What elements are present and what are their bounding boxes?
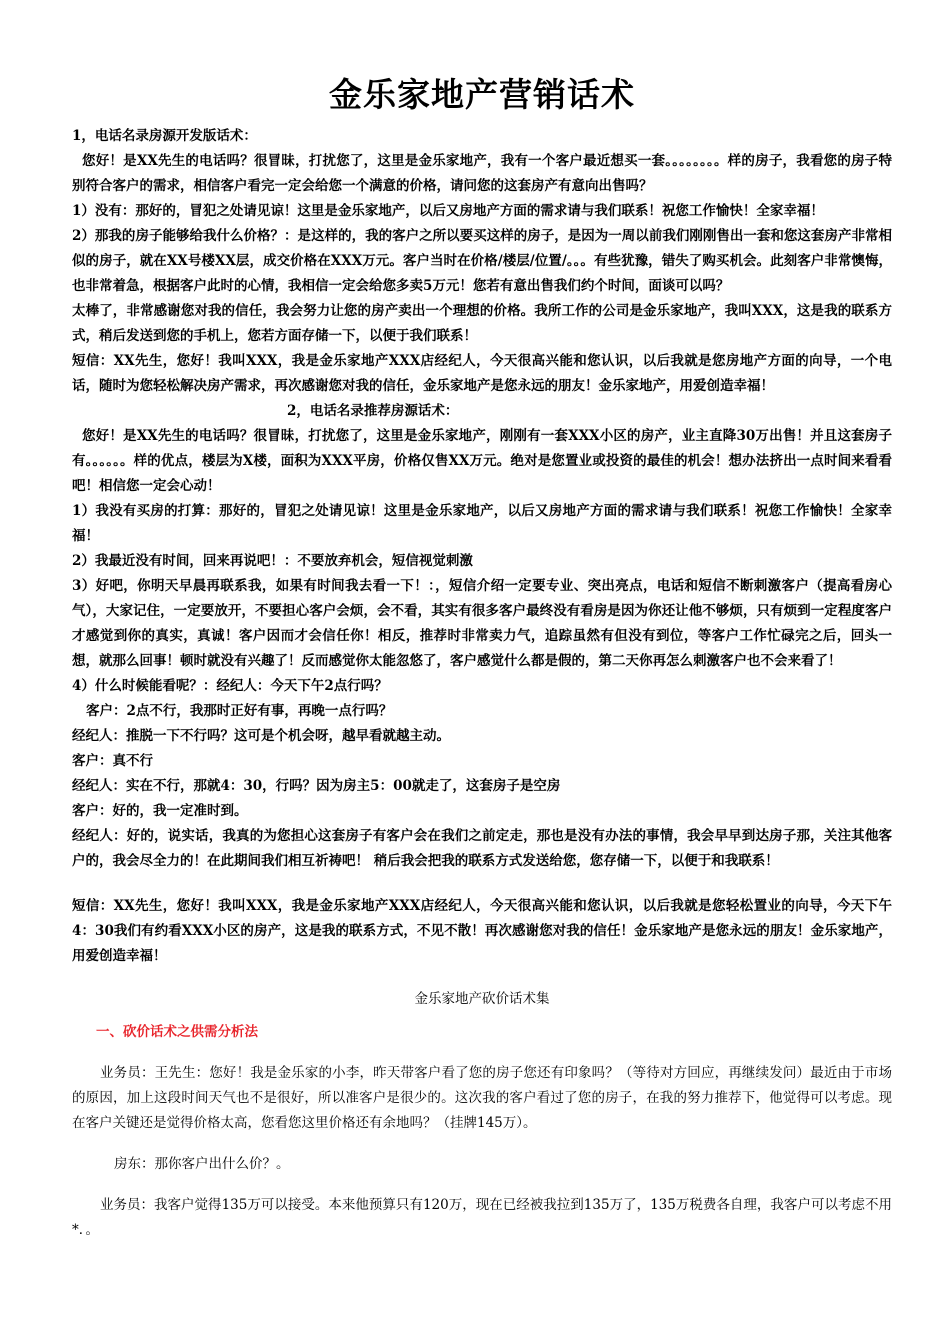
paragraph: 短信：XX先生，您好！我叫XXX，我是金乐家地产XXX店经纪人，今天很高兴能和您认识，以后我就是您轻松置业的向导，今天下午4：30我们有约看XXX小区的房产，这是我的联系方式，不见不散！再次感谢您对我的信任！金乐家地产是您永远的朋友！金乐家地产，用爱创造幸福！ <box>72 898 892 964</box>
section-3-subtitle: 金乐家地产砍价话术集 <box>414 991 550 1007</box>
paragraph: 您好！是XX先生的电话吗？很冒昧，打扰您了，这里是金乐家地产，我有一个客户最近想买一套。。。。。。。。样的房子，我看您的房子特别符合客户的需求，相信客户看完一定会给您一个满意的价格，请问您的这套房产有意向出售吗？ <box>72 153 892 194</box>
red-heading: 一、砍价话术之供需分析法 <box>96 1024 258 1040</box>
section-1 <box>72 124 892 399</box>
paragraph: 房东：那你客户出什么价？。 <box>114 1156 290 1172</box>
paragraph: 业务员：王先生：您好！我是金乐家的小李，昨天带客户看了您的房子您还有印象吗？（等待对方回应，再继续发问）最近由于市场的原因，加上这段时间天气也不是很好，所以准客户是很少的。这次我的客户看过了您的房子，在我的努力推荐下，他觉得可以考虑。现在客户关键还是觉得价格太高，您看您这里价格还有余地吗？（挂牌145万）。 <box>72 1065 892 1131</box>
section-2 <box>72 399 892 969</box>
section-1-heading: 1，电话名录房源开发版话术： <box>72 128 257 144</box>
paragraph: 您好！是XX先生的电话吗？很冒昧，打扰您了，这里是金乐家地产，刚刚有一套XXX小区的房产，业主直降30万出售！并且这套房子有。。。。。。样的优点，楼层为X楼，面积为XXX平房，价格仅售XX万元。绝对是您置业或投资的最佳的机会！想办法挤出一点时间来看看吧！相信您一定会心动！ <box>72 428 892 494</box>
paragraph: 业务员：我客户觉得135万可以接受。本来他预算只有120万，现在已经被我拉到135万了，135万税费各自理，我客户可以考虑不用*．。 <box>72 1197 892 1238</box>
section-3 <box>72 987 892 1243</box>
section-2-heading: 2，电话名录推荐房源话术： <box>287 403 459 419</box>
dialogue-line: 经纪人：好的，说实话，我真的为您担心这套房子有客户会在我们之前定走，那也是没有办法的事情，我会早早到达房子那，关注其他客户的，我会尽全力的！在此期间我们相互祈祷吧！ 稍后我会把我的联系方式发送给您，您存储一下，以便于和我联系！ <box>72 828 892 869</box>
dialogue-line: 客户：2点不行，我那时正好有事，再晚一点行吗？ <box>86 703 393 719</box>
dialogue-line: 经纪人：推脱一下不行吗？这可是个机会呀，越早看就越主动。 <box>72 728 450 744</box>
dialogue-line: 客户：好的，我一定准时到。 <box>72 803 248 819</box>
paragraph: 1）我没有买房的打算：那好的，冒犯之处请见谅！这里是金乐家地产，以后又房地产方面的需求请与我们联系！祝您工作愉快！全家幸福！ <box>72 503 892 544</box>
page-title: 金乐家地产营销话术 <box>329 75 635 114</box>
paragraph: 2）那我的房子能够给我什么价格？：是这样的，我的客户之所以要买这样的房子，是因为一周以前我们刚刚售出一套和您这套房产非常相似的房子，就在XX号楼XX层，成交价格在XXX万元。客户当时在价格/楼层/位置/。。。有些犹豫，错失了购买机会。此刻客户非常懊悔，也非常着急，根据客户此时的心情，我相信一定会给您多卖5万元！您若有意出售我们约个时间，面谈可以吗？ <box>72 228 892 294</box>
paragraph: 4）什么时候能看呢？：经纪人：今天下午2点行吗？ <box>72 678 388 694</box>
dialogue-line: 经纪人：实在不行，那就4：30，行吗？因为房主5：00就走了，这套房子是空房 <box>72 778 561 794</box>
paragraph: 短信：XX先生，您好！我叫XXX，我是金乐家地产XXX店经纪人，今天很高兴能和您认识，以后我就是您房地产方面的向导，一个电话，随时为您轻松解决房产需求，再次感谢您对我的信任，金乐家地产是您永远的朋友！金乐家地产，用爱创造幸福！ <box>72 353 892 394</box>
paragraph: 1）没有：那好的，冒犯之处请见谅！这里是金乐家地产，以后又房地产方面的需求请与我们联系！祝您工作愉快！全家幸福！ <box>72 203 824 219</box>
dialogue-line: 客户：真不行 <box>72 753 153 769</box>
paragraph: 3）好吧，你明天早晨再联系我，如果有时间我去看一下！：，短信介绍一定要专业、突出亮点，电话和短信不断刺激客户（提高看房心气），大家记住，一定要放开，不要担心客户会烦，会不看，其实有很多客户最终没有看房是因为你还让他不够烦，只有烦到一定程度客户才感觉到你的真实，真诚！客户因而才会信任你！相反，推荐时非常卖力气，追踪虽然有但没有到位，等客户工作忙碌完之后，回头一想，就那么回事！顿时就没有兴趣了！反而感觉你太能忽悠了，客户感觉什么都是假的，第二天你再怎么刺激客户也不会来看了！ <box>72 578 892 669</box>
paragraph: 2）我最近没有时间，回来再说吧！：不要放弃机会，短信视觉刺激 <box>72 553 473 569</box>
paragraph: 太棒了，非常感谢您对我的信任，我会努力让您的房产卖出一个理想的价格。我所工作的公司是金乐家地产，我叫XXX，这是我的联系方式，稍后发送到您的手机上，您若方面存储一下，以便于我们联系！ <box>72 303 892 344</box>
spacer <box>72 874 892 894</box>
